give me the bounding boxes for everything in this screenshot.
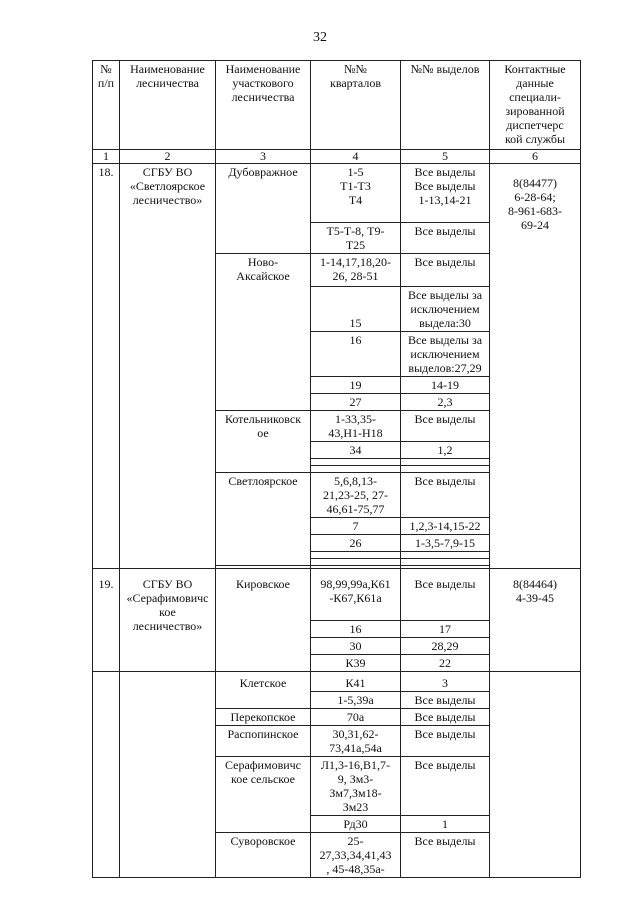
empty-cell (401, 466, 490, 473)
empty-cell (401, 459, 490, 466)
allotment-cell: Все выделы (401, 757, 490, 816)
allotment-cell: 1-3,5-7,9-15 (401, 535, 490, 552)
allotment-cell: Все выделы Все выделы 1-13,14-21 (401, 164, 490, 223)
quarter-cell: 1-14,17,18,20- 26, 28-51 (311, 254, 401, 287)
quarter-cell: 1-5 Т1-Т3 Т4 (311, 164, 401, 223)
allotment-cell: 1,2,3-14,15-22 (401, 518, 490, 535)
allotment-cell: 22 (401, 655, 490, 672)
allotment-cell: 1,2 (401, 442, 490, 459)
empty-cell (311, 552, 401, 559)
quarter-cell: 27 (311, 394, 401, 411)
district-name: Ново- Аксайское (216, 254, 311, 411)
quarter-cell: К41 (311, 672, 401, 692)
header-row (93, 61, 581, 150)
empty-cell (401, 552, 490, 559)
column-number: 1 (93, 150, 120, 164)
row-number: 18. (93, 164, 120, 569)
district-name: Светлоярское (216, 473, 311, 566)
quarter-cell: 15 (311, 287, 401, 332)
forestry-name: СГБУ ВО «Светлоярское лесничество» (120, 164, 216, 569)
district-name: Распопинское (216, 726, 311, 757)
quarter-cell: 1-33,35- 43,Н1-Н18 (311, 411, 401, 442)
district-name: Котельниковск ое (216, 411, 311, 473)
header-number: № п/п (93, 61, 120, 150)
district-name: Кировское (216, 569, 311, 672)
quarter-cell: 1-5,39а (311, 692, 401, 709)
allotment-cell: Все выделы (401, 411, 490, 442)
row-number: 19. (93, 569, 120, 672)
page-number: 32 (313, 30, 327, 45)
column-number: 5 (401, 150, 490, 164)
empty-cell (311, 466, 401, 473)
header-district-forestry: Наименование участкового лесничества (216, 61, 311, 150)
empty-cell (490, 672, 581, 878)
allotment-cell: 3 (401, 672, 490, 692)
quarter-cell: 34 (311, 442, 401, 459)
allotment-cell: Все выделы (401, 223, 490, 254)
allotment-cell: Все выделы (401, 473, 490, 518)
allotment-cell: Все выделы (401, 726, 490, 757)
quarter-cell: 19 (311, 377, 401, 394)
forestry-table (92, 60, 581, 878)
quarter-cell: Рд30 (311, 816, 401, 833)
table-row (93, 672, 581, 692)
quarter-cell: 30 (311, 638, 401, 655)
quarter-cell: 25- 27,33,34,41,43 , 45-48,35а- (311, 833, 401, 878)
forestry-name: СГБУ ВО «Серафимовичс кое лесничество» (120, 569, 216, 672)
column-number: 6 (490, 150, 581, 164)
quarter-cell: Л1,3-16,В1,7- 9, Зм3- Зм7,Зм18- Зм23 (311, 757, 401, 816)
quarter-cell: 70а (311, 709, 401, 726)
empty-cell (401, 559, 490, 566)
allotment-cell: 14-19 (401, 377, 490, 394)
district-name: Суворовское (216, 833, 311, 878)
empty-cell (311, 459, 401, 466)
table-row (93, 164, 581, 223)
allotment-cell: Все выделы за исключением выделов:27,29 (401, 332, 490, 377)
quarter-cell: Т5-Т-8, Т9- Т25 (311, 223, 401, 254)
allotment-cell: Все выделы (401, 692, 490, 709)
column-number: 3 (216, 150, 311, 164)
district-name: Серафимовичс кое сельское (216, 757, 311, 833)
contact-cell: 8(84477) 6-28-64; 8-961-683- 69-24 (490, 164, 581, 569)
district-name: Дубовражное (216, 164, 311, 254)
allotment-cell: Все выделы (401, 833, 490, 878)
empty-cell (93, 672, 120, 878)
empty-cell (311, 559, 401, 566)
header-allotments: №№ выделов (401, 61, 490, 150)
allotment-cell: Все выделы (401, 709, 490, 726)
quarter-cell: К39 (311, 655, 401, 672)
column-number-row (93, 150, 581, 164)
quarter-cell: 30,31,62- 73,41а,54а (311, 726, 401, 757)
table-row (93, 569, 581, 621)
district-name: Клетское (216, 672, 311, 709)
district-name: Перекопское (216, 709, 311, 726)
quarter-cell: 16 (311, 332, 401, 377)
allotment-cell: 1 (401, 816, 490, 833)
quarter-cell: 98,99,99а,К61 -К67,К61а (311, 569, 401, 621)
allotment-cell: 28,29 (401, 638, 490, 655)
allotment-cell: 17 (401, 621, 490, 638)
empty-cell (120, 672, 216, 878)
quarter-cell: 5,6,8,13- 21,23-25, 27- 46,61-75,77 (311, 473, 401, 518)
quarter-cell: 26 (311, 535, 401, 552)
quarter-cell: 16 (311, 621, 401, 638)
allotment-cell: 2,3 (401, 394, 490, 411)
column-number: 4 (311, 150, 401, 164)
allotment-cell: Все выделы за исключением выдела:30 (401, 287, 490, 332)
header-contacts: Контактные данные специали- зированной диспетчерс кой службы (490, 61, 581, 150)
allotment-cell: Все выделы (401, 569, 490, 621)
quarter-cell: 7 (311, 518, 401, 535)
column-number: 2 (120, 150, 216, 164)
header-quarters: №№ кварталов (311, 61, 401, 150)
header-forestry: Наименование лесничества (120, 61, 216, 150)
contact-cell: 8(84464) 4-39-45 (490, 569, 581, 672)
allotment-cell: Все выделы (401, 254, 490, 287)
